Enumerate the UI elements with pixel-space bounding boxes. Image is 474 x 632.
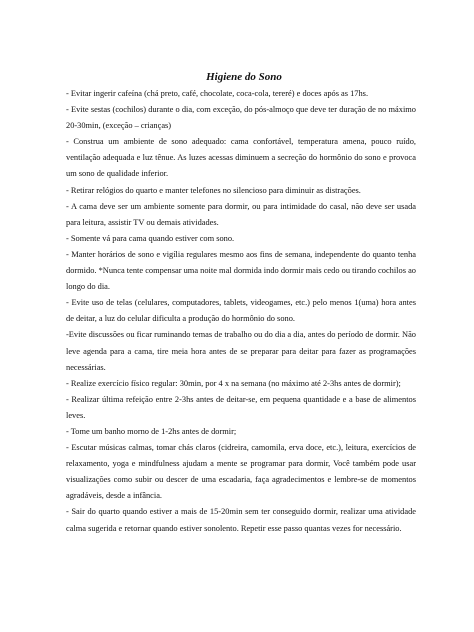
paragraph-caffeine: - Evitar ingerir cafeína (chá preto, café, chocolate, coca-cola, tereré) e doces após as 17hs.	[66, 89, 369, 98]
paragraph-schedule: - Manter horários de sono e vigília regulares mesmo aos fins de semana, independente do quanto tenha dormido. *Nunca tente compensar uma noite mal dormida indo dormir mais cedo ou tirando cochilos ao longo do dia.	[66, 249, 416, 292]
paragraph-naps: - Evite sestas (cochilos) durante o dia, com exceção, do pós-almoço que deve ter duração de no máximo 20-30min, (exceção – crianças)	[66, 105, 416, 131]
paragraph-bed-use: - A cama deve ser um ambiente somente para dormir, ou para intimidade do casal, não deve ser usada para leitura, assistir TV ou demais atividades.	[66, 201, 416, 227]
paragraph-discussions: -Evite discussões ou ficar ruminando temas de trabalho ou do dia a dia, antes do período de dormir. Não leve agenda para a cama, tire meia hora antes de se preparar para deitar para fazer as programações necessárias.	[66, 330, 416, 372]
paragraph-meal: - Realizar última refeição entre 2-3hs antes de deitar-se, em pequena quantidade e a base de alimentos leves.	[66, 394, 416, 420]
document-title: Higiene do Sono	[206, 71, 282, 83]
paragraph-environment: - Construa um ambiente de sono adequado: cama confortável, temperatura amena, pouco ruído, ventilação adequada e luz tênue. As luzes acessas diminuem a secreção do hormônio do sono e provoca um sono de qualidade inferior.	[66, 137, 416, 179]
paragraph-exercise: - Realize exercício físico regular: 30min, por 4 x na semana (no máximo até 2-3hs antes de dormir);	[66, 378, 401, 388]
paragraph-clocks: - Retirar relógios do quarto e manter telefones no silencioso para diminuir as distrações.	[66, 185, 361, 195]
paragraph-screens: - Evite uso de telas (celulares, computadores, tablets, videogames, etc.) pelo menos 1(uma) hora antes de deitar, a luz do celular dificulta a produção do hormônio do sono.	[66, 298, 416, 324]
paragraph-sleepy: - Somente vá para cama quando estiver com sono.	[66, 233, 235, 243]
paragraph-bath: - Tome um banho morno de 1-2hs antes de dormir;	[66, 426, 237, 436]
paragraph-leave-room: - Sair do quarto quando estiver a mais de 15-20min sem ter conseguido dormir, realizar uma atividade calma sugerida e retornar quando estiver sonolento. Repetir esse passo quantas vezes for necessário.	[66, 507, 416, 533]
paragraph-relaxation: - Escutar músicas calmas, tomar chás claros (cidreira, camomila, erva doce, etc.), leitura, exercícios de relaxamento, yoga e mindfulness ajudam a mente se programar para dormir, Você também pode usar visualizações como subir ou descer de uma escadaria, faça agradecimentos e lembre-se de momentos agradáveis, desde a infância.	[66, 443, 416, 501]
